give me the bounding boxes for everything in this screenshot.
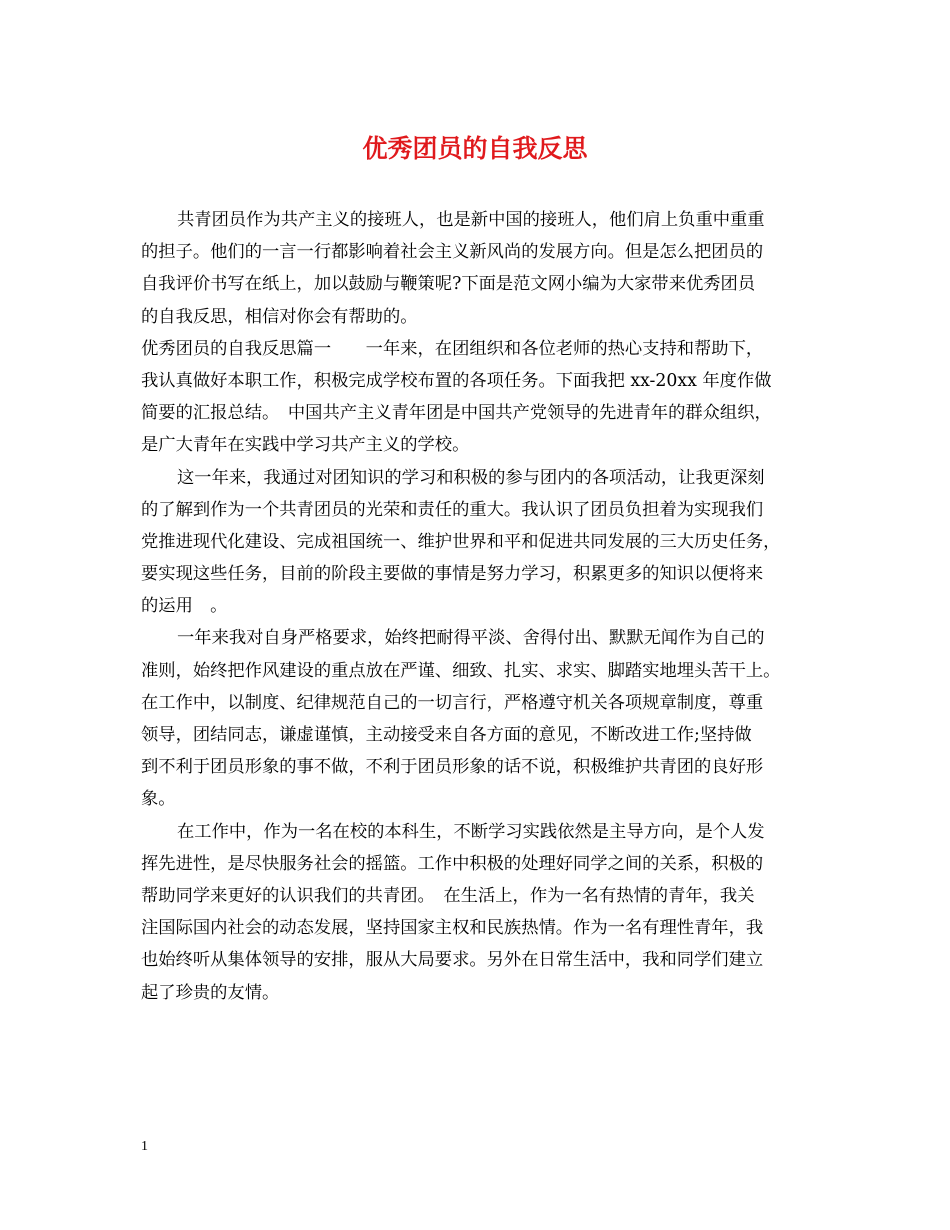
body-line: 象。	[141, 789, 176, 810]
body-line: 是广大青年在实践中学习共产主义的学校。	[141, 435, 470, 456]
document-title: 优秀团员的自我反思	[362, 134, 588, 163]
body-line: 在工作中，以制度、纪律规范自己的一切言行，严格遵守机关各项规章制度，尊重	[141, 692, 764, 713]
body-line: 优秀团员的自我反思篇一 一年来，在团组织和各位老师的热心支持和帮助下，	[141, 338, 764, 359]
body-line: 注国际国内社会的动态发展，坚持国家主权和民族热情。作为一名有理性青年，我	[141, 918, 764, 939]
body-line: 的了解到作为一个共青团员的光荣和责任的重大。我认识了团员负担着为实现我们	[141, 499, 764, 520]
body-line: 自我评价书写在纸上，加以鼓励与鞭策呢?下面是范文网小编为大家带来优秀团员	[141, 274, 756, 295]
body-line: 到不利于团员形象的事不做，不利于团员形象的话不说，积极维护共青团的良好形	[141, 757, 764, 778]
body-line: 这一年来，我通过对团知识的学习和积极的参与团内的各项活动，让我更深刻	[177, 467, 765, 488]
body-line: 党推进现代化建设、完成祖国统一、维护世界和平和促进共同发展的三大历史任务，	[141, 531, 781, 552]
body-line: 起了珍贵的友情。	[141, 982, 280, 1003]
body-line: 也始终听从集体领导的安排，服从大局要求。另外在日常生活中，我和同学们建立	[141, 950, 764, 971]
body-line: 挥先进性，是尽快服务社会的摇篮。工作中积极的处理好同学之间的关系，积极的	[141, 853, 764, 874]
body-line: 帮助同学来更好的认识我们的共青团。 在生活上，作为一名有热情的青年，我关	[141, 885, 755, 906]
body-line: 共青团员作为共产主义的接班人，也是新中国的接班人，他们肩上负重中重重	[177, 210, 765, 230]
body-line: 要实现这些任务，目前的阶段主要做的事情是努力学习，积累更多的知识以便将来	[141, 564, 764, 585]
body-line: 的担子。他们的一言一行都影响着社会主义新风尚的发展方向。但是怎么把团员的	[141, 242, 764, 263]
page-number: 1	[141, 1139, 148, 1154]
body-line: 简要的汇报总结。 中国共产主义青年团是中国共产党领导的先进青年的群众组织，	[141, 403, 772, 424]
body-line: 我认真做好本职工作，积极完成学校布置的各项任务。下面我把 xx-20xx 年度作做	[141, 370, 772, 391]
body-line: 的运用 。	[141, 596, 228, 617]
body-line: 一年来我对自身严格要求，始终把耐得平淡、舍得付出、默默无闻作为自己的	[177, 628, 765, 649]
body-line: 在工作中，作为一名在校的本科生，不断学习实践依然是主导方向，是个人发	[177, 821, 765, 842]
body-line: 准则，始终把作风建设的重点放在严谨、细致、扎实、求实、脚踏实地埋头苦干上。	[141, 660, 781, 681]
body-line: 的自我反思，相信对你会有帮助的。	[141, 306, 418, 327]
document-body	[141, 204, 821, 1009]
body-line: 领导，团结同志，谦虚谨慎，主动接受来自各方面的意见，不断改进工作;坚持做	[141, 725, 752, 745]
